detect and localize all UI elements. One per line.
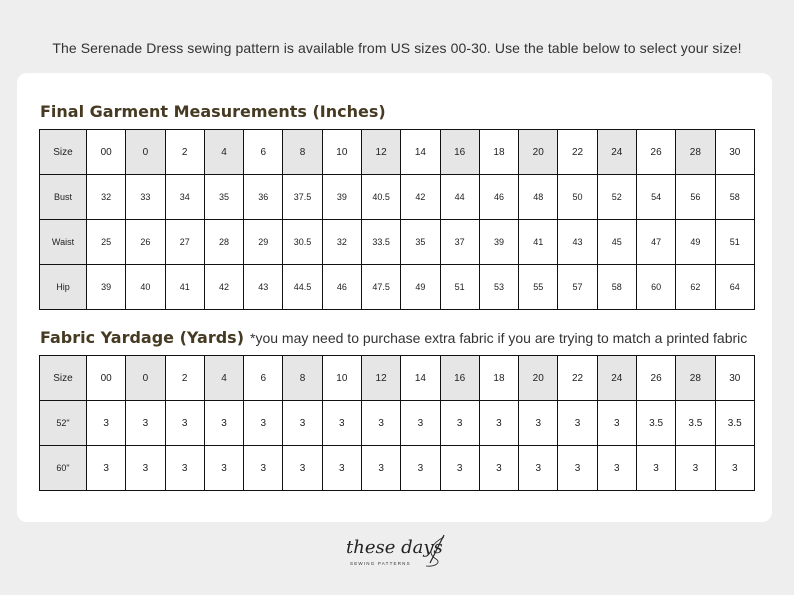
table-cell: 3 <box>361 446 400 491</box>
logo-tagline: SEWING PATTERNS <box>350 561 411 566</box>
table-cell: 3 <box>558 446 597 491</box>
size-header-cell: 18 <box>479 356 518 401</box>
table-cell: 3 <box>440 401 479 446</box>
size-header-cell: 14 <box>401 356 440 401</box>
table-cell: 3 <box>361 401 400 446</box>
size-header-cell: 4 <box>204 130 243 175</box>
size-header-cell: 6 <box>244 356 283 401</box>
size-header-cell: 28 <box>676 130 715 175</box>
size-header-cell: 10 <box>322 130 361 175</box>
table-cell: 46 <box>322 265 361 310</box>
size-header-cell: 00 <box>87 130 126 175</box>
table-cell: 25 <box>87 220 126 265</box>
table-cell: 41 <box>519 220 558 265</box>
size-header-cell: 20 <box>519 130 558 175</box>
table-cell: 3 <box>87 401 126 446</box>
size-header-cell: 10 <box>322 356 361 401</box>
table-cell: 32 <box>87 175 126 220</box>
table-cell: 48 <box>519 175 558 220</box>
table-cell: 33 <box>126 175 165 220</box>
size-header-cell: 30 <box>715 130 755 175</box>
table-row <box>40 175 755 220</box>
size-header-cell: 22 <box>558 356 597 401</box>
size-header-label: Size <box>40 130 87 175</box>
table-cell: 62 <box>676 265 715 310</box>
size-header-cell: 18 <box>479 130 518 175</box>
table-cell: 3 <box>558 401 597 446</box>
table-cell: 3.5 <box>636 401 675 446</box>
table-cell: 42 <box>204 265 243 310</box>
garment-measurements-title <box>40 102 386 121</box>
size-header-cell: 20 <box>519 356 558 401</box>
row-label: Bust <box>40 175 87 220</box>
table-cell: 57 <box>558 265 597 310</box>
fabric-yardage-title <box>40 328 747 347</box>
table-cell: 33.5 <box>361 220 400 265</box>
size-header-cell: 00 <box>87 356 126 401</box>
table-cell: 58 <box>597 265 636 310</box>
size-header-cell: 8 <box>283 356 322 401</box>
size-header-label: Size <box>40 356 87 401</box>
table-row <box>40 446 755 491</box>
table-cell: 53 <box>479 265 518 310</box>
table-cell: 3 <box>440 446 479 491</box>
table-cell: 37 <box>440 220 479 265</box>
table-cell: 3 <box>479 446 518 491</box>
size-header-cell: 30 <box>715 356 755 401</box>
row-label: Hip <box>40 265 87 310</box>
garment-measurements-table <box>39 129 755 310</box>
table-cell: 35 <box>401 220 440 265</box>
table-cell: 3 <box>322 446 361 491</box>
table-cell: 35 <box>204 175 243 220</box>
table-row <box>40 265 755 310</box>
table-cell: 3.5 <box>676 401 715 446</box>
yardage-note: *you may need to purchase extra fabric if you are trying to match a printed fabric <box>250 330 748 346</box>
table-cell: 47.5 <box>361 265 400 310</box>
table-cell: 3 <box>322 401 361 446</box>
yardage-title-text: Fabric Yardage (Yards) <box>40 328 245 347</box>
table-cell: 39 <box>87 265 126 310</box>
table-cell: 3 <box>165 401 204 446</box>
size-header-cell: 28 <box>676 356 715 401</box>
table-cell: 52 <box>597 175 636 220</box>
size-header-cell: 0 <box>126 130 165 175</box>
table-cell: 3 <box>165 446 204 491</box>
table-cell: 26 <box>126 220 165 265</box>
needle-thread-icon <box>422 533 450 569</box>
table-cell: 32 <box>322 220 361 265</box>
intro-text: The Serenade Dress sewing pattern is available from US sizes 00-30. Use the table below to select your size! <box>52 40 742 56</box>
fabric-yardage-table <box>39 355 755 491</box>
table-cell: 49 <box>401 265 440 310</box>
size-header-cell: 16 <box>440 130 479 175</box>
table-cell: 37.5 <box>283 175 322 220</box>
table-cell: 36 <box>244 175 283 220</box>
size-header-cell: 26 <box>636 356 675 401</box>
table-cell: 34 <box>165 175 204 220</box>
row-label: 52" <box>40 401 87 446</box>
table-cell: 64 <box>715 265 755 310</box>
table-cell: 40 <box>126 265 165 310</box>
size-header-cell: 16 <box>440 356 479 401</box>
garment-title-text: Final Garment Measurements (Inches) <box>40 102 386 121</box>
table-cell: 3 <box>597 401 636 446</box>
table-cell: 3 <box>283 446 322 491</box>
table-cell: 28 <box>204 220 243 265</box>
table-cell: 3 <box>126 446 165 491</box>
table-cell: 3 <box>715 446 755 491</box>
table-cell: 3 <box>244 446 283 491</box>
table-cell: 55 <box>519 265 558 310</box>
size-header-cell: 14 <box>401 130 440 175</box>
table-cell: 51 <box>440 265 479 310</box>
table-cell: 3 <box>597 446 636 491</box>
table-cell: 51 <box>715 220 755 265</box>
table-cell: 3 <box>244 401 283 446</box>
size-header-cell: 12 <box>361 356 400 401</box>
table-cell: 39 <box>322 175 361 220</box>
table-cell: 47 <box>636 220 675 265</box>
table-cell: 3 <box>126 401 165 446</box>
table-cell: 45 <box>597 220 636 265</box>
size-header-cell: 2 <box>165 130 204 175</box>
table-cell: 3 <box>676 446 715 491</box>
table-cell: 3 <box>479 401 518 446</box>
logo-wordmark: these days <box>346 537 443 558</box>
size-header-cell: 6 <box>244 130 283 175</box>
table-cell: 49 <box>676 220 715 265</box>
table-cell: 40.5 <box>361 175 400 220</box>
table-cell: 3.5 <box>715 401 755 446</box>
table-cell: 54 <box>636 175 675 220</box>
table-cell: 3 <box>401 401 440 446</box>
table-cell: 3 <box>519 446 558 491</box>
table-cell: 44 <box>440 175 479 220</box>
size-header-cell: 24 <box>597 356 636 401</box>
table-cell: 3 <box>636 446 675 491</box>
table-cell: 29 <box>244 220 283 265</box>
size-header-cell: 12 <box>361 130 400 175</box>
size-header-cell: 4 <box>204 356 243 401</box>
table-cell: 43 <box>558 220 597 265</box>
table-cell: 30.5 <box>283 220 322 265</box>
table-cell: 3 <box>519 401 558 446</box>
size-header-cell: 26 <box>636 130 675 175</box>
table-cell: 58 <box>715 175 755 220</box>
table-cell: 44.5 <box>283 265 322 310</box>
size-header-cell: 24 <box>597 130 636 175</box>
size-header-cell: 22 <box>558 130 597 175</box>
these-days-logo <box>342 533 454 573</box>
table-cell: 43 <box>244 265 283 310</box>
table-cell: 3 <box>204 446 243 491</box>
table-cell: 3 <box>204 401 243 446</box>
size-header-cell: 0 <box>126 356 165 401</box>
table-cell: 27 <box>165 220 204 265</box>
size-header-cell: 2 <box>165 356 204 401</box>
table-cell: 3 <box>87 446 126 491</box>
row-label: Waist <box>40 220 87 265</box>
size-header-cell: 8 <box>283 130 322 175</box>
table-cell: 39 <box>479 220 518 265</box>
table-cell: 60 <box>636 265 675 310</box>
row-label: 60" <box>40 446 87 491</box>
table-cell: 3 <box>283 401 322 446</box>
table-cell: 56 <box>676 175 715 220</box>
table-cell: 42 <box>401 175 440 220</box>
table-cell: 41 <box>165 265 204 310</box>
table-cell: 50 <box>558 175 597 220</box>
table-row <box>40 401 755 446</box>
table-row <box>40 220 755 265</box>
table-cell: 3 <box>401 446 440 491</box>
table-cell: 46 <box>479 175 518 220</box>
